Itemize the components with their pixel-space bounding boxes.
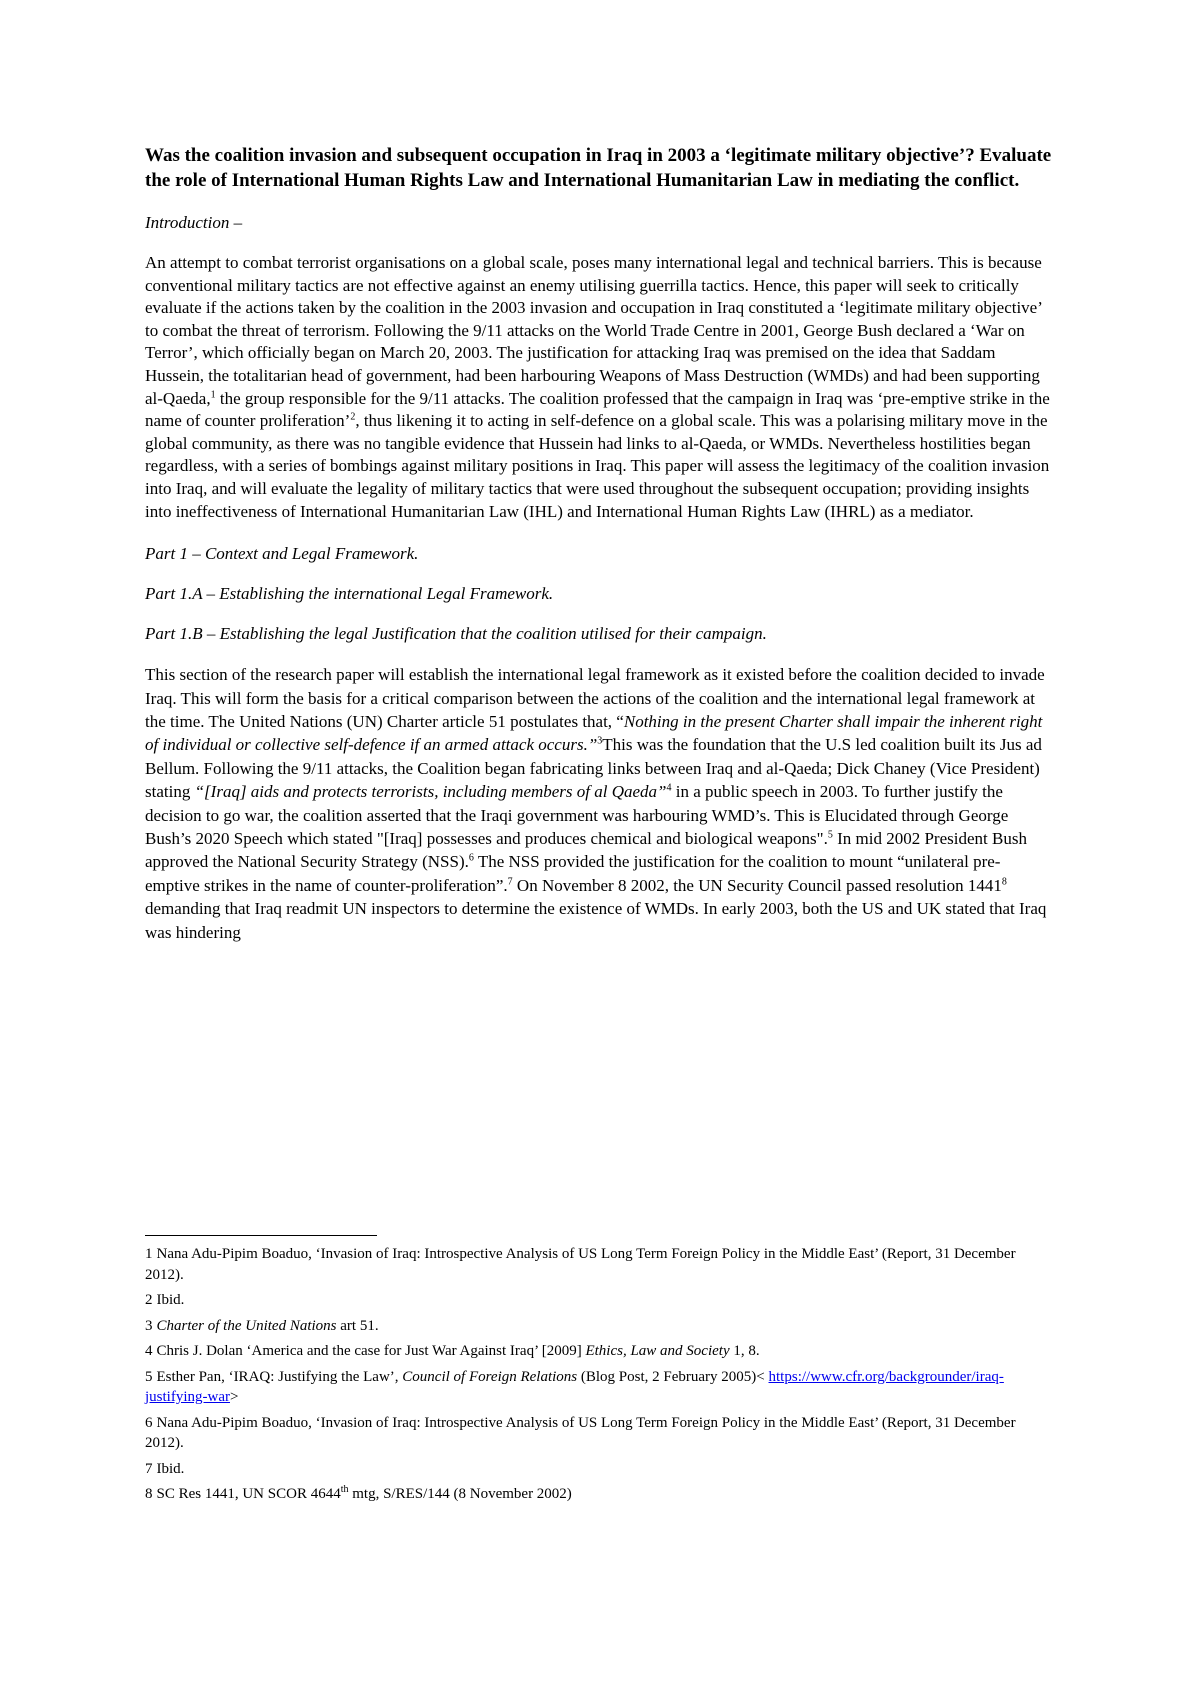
- footnote-separator: [145, 1235, 377, 1236]
- footnote-text: 1, 8.: [729, 1343, 760, 1359]
- footnote-text: >: [229, 1389, 239, 1405]
- footnote-number: 3: [145, 1317, 153, 1334]
- footnote-5: [145, 1367, 1055, 1408]
- introduction-paragraph: [145, 252, 1055, 523]
- footnote-ref-4[interactable]: 4: [666, 782, 672, 794]
- footnote-italic: Charter of the United Nations: [156, 1317, 337, 1334]
- footnote-text: Chris J. Dolan ‘America and the case for Just War Against Iraq’ [2009]: [156, 1343, 586, 1359]
- footnote-ref-7[interactable]: 7: [507, 876, 513, 888]
- document-title: Was the coalition invasion and subsequent occupation in Iraq in 2003 a ‘legitimate military objective’? Evaluate the role of International Human Rights Law and International Humanitarian Law in mediating the conflict.: [145, 145, 1052, 191]
- section-text-4: In mid 2002 President Bush approved the National Security Strategy (NSS).: [145, 828, 1027, 872]
- footnote-number: 8: [145, 1486, 153, 1502]
- footnote-superscript: th: [340, 1484, 349, 1495]
- footnote-ref-3[interactable]: 3: [597, 735, 603, 747]
- intro-text-1: An attempt to combat terrorist organisations on a global scale, poses many international legal and technical barriers. This is because conventional military tactics are not effective against an enemy utilising guerrilla tactics. Hence, this paper will seek to critically evaluate if the actions taken by the coalition in the 2003 invasion and occupation in Iraq constituted a ‘legitimate military objective’ to combat the threat of terrorism. Following the 9/11 attacks on the World Trade Centre in 2001, George Bush declared a ‘War on Terror’, which officially began on March 20, 2003. The justification for attacking Iraq was premised on the idea that Saddam Hussein, the totalitarian head of government, had been harbouring Weapons of Mass Destruction (WMDs) and had been supporting al-Qaeda,: [145, 253, 1042, 408]
- footnote-text: art 51.: [336, 1317, 379, 1334]
- footnote-text: SC Res 1441, UN SCOR 4644: [156, 1486, 341, 1502]
- section-text-7: demanding that Iraq readmit UN inspectors to determine the existence of WMDs. In early 2003, both the US and UK stated that Iraq was hindering: [145, 899, 1047, 942]
- footnote-text: Nana Adu-Pipim Boaduo, ‘Invasion of Iraq: Introspective Analysis of US Long Term Foreign Policy in the Middle East’ (Report, 31 December 2012).: [145, 1414, 1016, 1451]
- footnote-3: [145, 1316, 1055, 1337]
- footnote-1: [145, 1244, 1055, 1285]
- introduction-heading: Introduction –: [145, 213, 243, 232]
- footnote-2: [145, 1290, 1055, 1311]
- chaney-quote: “[Iraq] aids and protects terrorists, including members of al Qaeda”: [194, 782, 667, 802]
- part1b-heading: Part 1.B – Establishing the legal Justification that the coalition utilised for their campaign.: [145, 624, 767, 644]
- footnote-7: [145, 1459, 1055, 1480]
- footnote-text: mtg, S/RES/144 (8 November 2002): [348, 1486, 572, 1502]
- footnote-number: 6: [145, 1414, 153, 1431]
- section-text-2: This was the foundation that the U.S led coalition built its Jus ad Bellum. Following the 9/11 attacks, the Coalition began fabricating links between Iraq and al-Qaeda; Dick Chaney (Vice President) stating: [145, 735, 1042, 802]
- footnote-ref-5[interactable]: 5: [827, 829, 833, 841]
- footnote-ref-6[interactable]: 6: [468, 852, 474, 864]
- footnote-italic: Ethics, Law and Society: [585, 1343, 730, 1359]
- section-text-1: This section of the research paper will establish the international legal framework as it existed before the coalition decided to invade Iraq. This will form the basis for a critical comparison between the actions of the coalition and the international legal framework at the time. The United Nations (UN) Charter article 51 postulates that, “: [145, 665, 1045, 731]
- footnote-text: Nana Adu-Pipim Boaduo, ‘Invasion of Iraq: Introspective Analysis of US Long Term Foreign Policy in the Middle East’ (Report, 31 December 2012).: [145, 1246, 1016, 1283]
- footnote-text: Ibid.: [156, 1460, 185, 1477]
- footnote-ref-1[interactable]: 1: [210, 388, 216, 400]
- footnote-ref-2[interactable]: 2: [350, 411, 356, 423]
- footnote-number: 4: [145, 1343, 153, 1359]
- section-text-5: The NSS provided the justification for the coalition to mount “unilateral pre-emptive strikes in the name of counter-proliferation”.: [145, 852, 1001, 895]
- footnote-4: [145, 1341, 1055, 1362]
- footnote-8: [145, 1484, 1055, 1505]
- footnotes: [145, 1244, 1055, 1510]
- document-page: [145, 143, 1055, 944]
- part1-heading: Part 1 – Context and Legal Framework.: [145, 544, 419, 564]
- footnote-text: (Blog Post, 2 February 2005)<: [577, 1368, 769, 1385]
- footnote-number: 7: [145, 1460, 153, 1477]
- footnote-italic: Council of Foreign Relations: [402, 1368, 578, 1385]
- cfr-link[interactable]: https://www.cfr.org/backgrounder/iraq-justifying-war: [145, 1368, 1004, 1405]
- footnote-number: 2: [145, 1292, 153, 1308]
- footnote-number: 1: [145, 1246, 153, 1262]
- part1a-heading: Part 1.A – Establishing the international Legal Framework.: [145, 584, 554, 604]
- intro-text-3: , thus likening it to acting in self-defence on a global scale. This was a polarising military move in the global community, as there was no tangible evidence that Hussein had links to al-Qaeda, or WMDs. Nevertheless hostilities began regardless, with a series of bombings against military positions in Iraq. This paper will assess the legitimacy of the coalition invasion into Iraq, and will evaluate the legality of military tactics that were used throughout the subsequent occupation; providing insights into ineffectiveness of International Humanitarian Law (IHL) and International Human Rights Law (IHRL) as a mediator.: [145, 411, 1050, 521]
- footnote-text: Esther Pan, ‘IRAQ: Justifying the Law’,: [156, 1368, 403, 1385]
- footnote-6: [145, 1413, 1055, 1454]
- intro-text-2: the group responsible for the 9/11 attacks. The coalition professed that the campaign in Iraq was ‘pre-emptive strike in the name of counter proliferation’: [145, 388, 1050, 431]
- section-text-3: in a public speech in 2003. To further justify the decision to go war, the coalition asserted that the Iraqi government was harbouring WMD’s. This is Elucidated through George Bush’s 2020 Speech which stated "[Iraq] possesses and produces chemical and biological weapons".: [145, 782, 1009, 848]
- section-text-6: On November 8 2002, the UN Security Council passed resolution 1441: [512, 875, 1002, 895]
- footnote-number: 5: [145, 1368, 153, 1385]
- legal-framework-paragraph: [145, 663, 1055, 944]
- footnote-ref-8[interactable]: 8: [1001, 876, 1007, 888]
- charter-quote: Nothing in the present Charter shall impair the inherent right of individual or collective self-defence if an armed attack occurs.”: [145, 711, 1043, 755]
- footnote-text: Ibid.: [156, 1292, 185, 1308]
